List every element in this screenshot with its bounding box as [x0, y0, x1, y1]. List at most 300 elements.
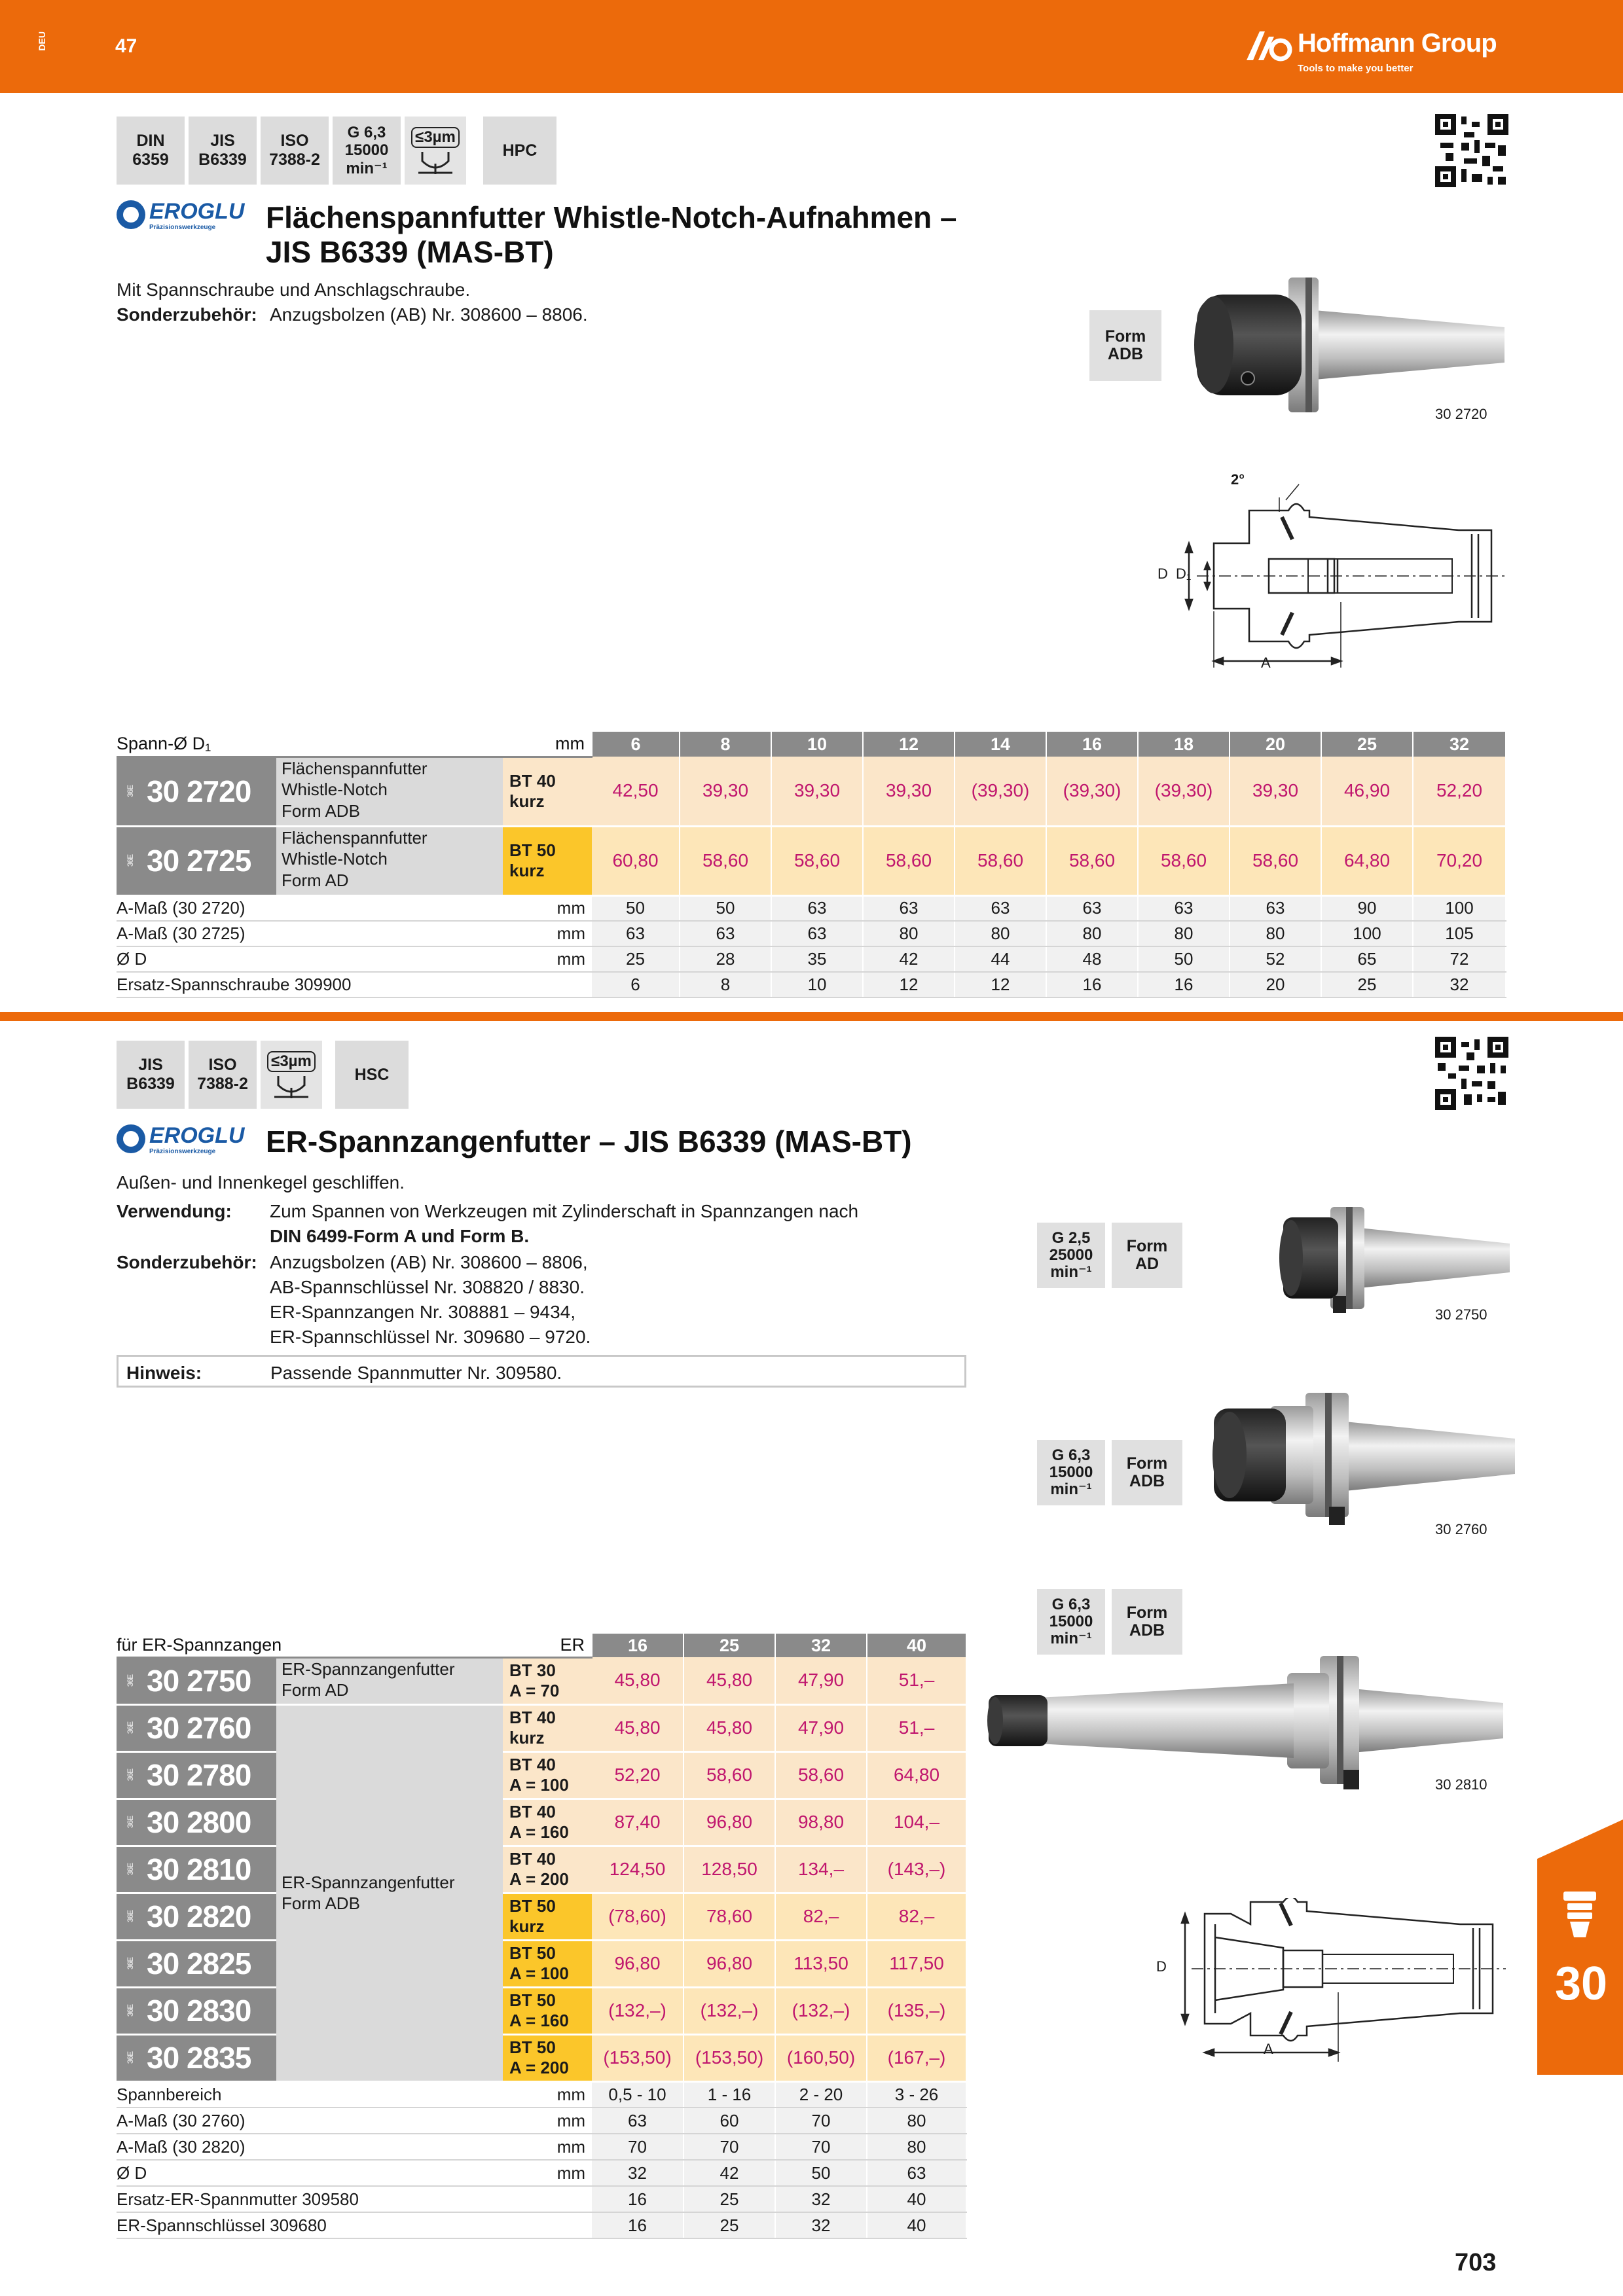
- drawing-label-angle: 2°: [1231, 471, 1245, 488]
- dim-value: 3 - 26: [867, 2081, 966, 2108]
- dim-value: 8: [680, 972, 771, 997]
- article-number[interactable]: [117, 1893, 276, 1940]
- dim-value: 70: [592, 2134, 684, 2160]
- accessory-label-1: Sonderzubehör:: [117, 304, 257, 325]
- bt-size: BT 40 kurz: [503, 757, 592, 826]
- runout-label: ≤3µm: [267, 1051, 316, 1072]
- dim-label: A-Maß (30 2725): [117, 921, 503, 946]
- eroglu-logo-icon: [117, 200, 145, 229]
- chapter-number: 30: [1554, 1958, 1608, 2010]
- dim-label: ER-Spannschlüssel 309680: [117, 2212, 503, 2238]
- brand-sub: Präzisionswerkzeuge: [149, 224, 216, 231]
- article-number-text: 30 2725: [147, 844, 251, 878]
- eroglu-logo-1: [117, 196, 254, 236]
- price-table-1: [117, 732, 1506, 998]
- dim-value: 70: [775, 2108, 867, 2134]
- dim-value: 2 - 20: [775, 2081, 867, 2108]
- product-photo-302720[interactable]: [1190, 264, 1511, 422]
- drawing-label-d1: D₁: [1176, 565, 1192, 582]
- hoffmann-logo[interactable]: [1245, 22, 1507, 81]
- row-description-text: ER-Spannzangenfutter Form ADB: [282, 1872, 455, 1913]
- dim-unit: mm: [503, 2160, 592, 2186]
- dim-value: 50: [592, 895, 680, 921]
- bt-size: BT 40 kurz: [503, 1704, 592, 1751]
- price-cell[interactable]: 42,50: [592, 757, 680, 826]
- dim-value: 16: [1046, 972, 1138, 997]
- photo-caption-302810: 30 2810: [1435, 1776, 1487, 1793]
- dim-value: 35: [771, 946, 863, 972]
- brand-name: EROGLU: [149, 199, 245, 224]
- dim-unit: mm: [503, 2081, 592, 2108]
- row-description: Flächenspannfutter Whistle-Notch Form AD: [276, 826, 503, 895]
- product-title-2: ER-Spannzangenfutter – JIS B6339 (MAS-BT): [266, 1124, 912, 1158]
- article-number[interactable]: [117, 1846, 276, 1893]
- dim-value: 42: [863, 946, 955, 972]
- article-tag: 36E: [126, 854, 136, 867]
- dim-value: 16: [592, 2186, 684, 2212]
- price-cell[interactable]: 87,40: [592, 1799, 684, 1846]
- form-adb-label: Form ADB: [1089, 310, 1161, 381]
- eroglu-logo-icon: [117, 1124, 145, 1153]
- article-number-text: 30 2810: [147, 1852, 251, 1886]
- price-cell[interactable]: 70,20: [1413, 826, 1506, 895]
- col-er40: 40: [867, 1634, 966, 1657]
- form-label-302750: Form AD: [1112, 1223, 1182, 1288]
- dim-value: 100: [1413, 895, 1506, 921]
- technical-drawing-1[interactable]: [1151, 471, 1518, 681]
- eroglu-logo-2: [117, 1121, 254, 1160]
- price-cell[interactable]: 113,50: [775, 1940, 867, 1987]
- row-description: ER-Spannzangenfutter Form AD: [276, 1657, 503, 1704]
- col-12: 12: [863, 732, 955, 757]
- price-cell[interactable]: 58,60: [1046, 826, 1138, 895]
- price-cell[interactable]: (39,30): [1138, 757, 1230, 826]
- dim-value: 65: [1321, 946, 1413, 972]
- note-box: [117, 1355, 966, 1388]
- article-tag: 36E: [126, 1863, 136, 1876]
- row-description: [276, 1704, 503, 2081]
- dim-label: A-Maß (30 2820): [117, 2134, 503, 2160]
- product-photo-302760[interactable]: [1207, 1380, 1522, 1528]
- price-cell[interactable]: 104,–: [867, 1799, 966, 1846]
- dim-value: 63: [771, 895, 863, 921]
- dim-value: 32: [1413, 972, 1506, 997]
- price-cell[interactable]: 52,20: [1413, 757, 1506, 826]
- price-cell[interactable]: 39,30: [863, 757, 955, 826]
- dim-value: 63: [1046, 895, 1138, 921]
- article-tag: 36E: [126, 785, 136, 798]
- article-number[interactable]: [117, 757, 276, 826]
- price-cell[interactable]: 134,–: [775, 1846, 867, 1893]
- table-row[interactable]: [117, 1987, 966, 2034]
- form-label-302810: Form ADB: [1112, 1589, 1182, 1655]
- hoffmann-logo-icon: [1245, 27, 1292, 63]
- price-cell[interactable]: (132,–): [592, 1987, 684, 2034]
- drawing-label-a: A: [1264, 2041, 1273, 2057]
- bt-size: BT 50 A = 160: [503, 1987, 592, 2034]
- price-cell[interactable]: 58,60: [771, 826, 863, 895]
- article-number-text: 30 2800: [147, 1805, 251, 1839]
- dim-value: 10: [771, 972, 863, 997]
- dim-row: [117, 972, 1506, 997]
- col-er16: 16: [592, 1634, 684, 1657]
- price-cell[interactable]: (39,30): [955, 757, 1046, 826]
- price-cell[interactable]: 60,80: [592, 826, 680, 895]
- runout-label: ≤3µm: [411, 127, 460, 148]
- bt-size: BT 50 kurz: [503, 1893, 592, 1940]
- price-cell[interactable]: 47,90: [775, 1657, 867, 1704]
- form-label-302760: Form ADB: [1112, 1440, 1182, 1505]
- dim-value: 70: [684, 2134, 775, 2160]
- bt-size: BT 50 kurz: [503, 826, 592, 895]
- table-row[interactable]: [117, 1751, 966, 1799]
- col-er25: 25: [684, 1634, 775, 1657]
- brand-sub: Präzisionswerkzeuge: [149, 1148, 216, 1155]
- price-cell[interactable]: 117,50: [867, 1940, 966, 1987]
- dim-value: 25: [1321, 972, 1413, 997]
- dim-value: 80: [1230, 921, 1321, 946]
- dim-value: 63: [1138, 895, 1230, 921]
- dim-value: 44: [955, 946, 1046, 972]
- dim-row: [117, 2134, 966, 2160]
- dim-row: [117, 895, 1506, 921]
- dim-value: 80: [1046, 921, 1138, 946]
- dim-value: 70: [775, 2134, 867, 2160]
- price-cell[interactable]: 45,80: [592, 1704, 684, 1751]
- dim-value: 80: [867, 2108, 966, 2134]
- price-cell[interactable]: 58,60: [775, 1751, 867, 1799]
- dim-value: 63: [680, 921, 771, 946]
- norm-badges-1: [117, 117, 478, 185]
- badge-hsc: HSC: [335, 1041, 409, 1109]
- page-number: 703: [1455, 2249, 1497, 2276]
- accessory-line-2: AB-Spannschlüssel Nr. 308820 / 8830.: [270, 1277, 585, 1297]
- dim-value: 28: [680, 946, 771, 972]
- col-6: 6: [592, 732, 680, 757]
- price-cell[interactable]: 39,30: [771, 757, 863, 826]
- price-cell[interactable]: (167,–): [867, 2034, 966, 2081]
- dim-value: 16: [1138, 972, 1230, 997]
- use-line-1: Zum Spannen von Werkzeugen mit Zylinderschaft in Spannzangen nach: [270, 1201, 859, 1221]
- dim-value: 12: [955, 972, 1046, 997]
- use-line-2: DIN 6499-Form A und Form B.: [270, 1226, 530, 1246]
- dim-value: 1 - 16: [684, 2081, 775, 2108]
- price-cell[interactable]: 52,20: [592, 1751, 684, 1799]
- col-20: 20: [1230, 732, 1321, 757]
- dim-value: 80: [955, 921, 1046, 946]
- row-description: Flächenspannfutter Whistle-Notch Form ADB: [276, 757, 503, 826]
- badge-hpc: HPC: [483, 117, 556, 185]
- title-line-2: JIS B6339 (MAS-BT): [266, 234, 554, 269]
- norm-badges-2: [117, 1041, 331, 1109]
- dim-unit: [503, 2212, 592, 2238]
- price-cell[interactable]: (153,50): [592, 2034, 684, 2081]
- drawing-label-d: D: [1156, 1958, 1167, 1975]
- table-row[interactable]: [117, 1799, 966, 1846]
- price-cell[interactable]: 58,60: [955, 826, 1046, 895]
- drawing-label-a: A: [1261, 655, 1271, 671]
- table-header: [117, 732, 1506, 757]
- logo-name: Hoffmann Group: [1298, 29, 1497, 58]
- header-unit: mm: [503, 732, 592, 757]
- drawing-label-d: D: [1158, 565, 1168, 582]
- price-cell[interactable]: 51,–: [867, 1657, 966, 1704]
- col-16: 16: [1046, 732, 1138, 757]
- price-cell[interactable]: 45,80: [592, 1657, 684, 1704]
- dim-value: 63: [592, 921, 680, 946]
- price-cell[interactable]: 46,90: [1321, 757, 1413, 826]
- dim-label: A-Maß (30 2760): [117, 2108, 503, 2134]
- balance-spec-302760: G 6,3 15000 min⁻¹: [1037, 1440, 1105, 1505]
- dim-value: 52: [1230, 946, 1321, 972]
- technical-drawing-2[interactable]: [1152, 1898, 1519, 2068]
- note-text: Passende Spannmutter Nr. 309580.: [270, 1363, 562, 1383]
- badge-runout: [261, 1041, 322, 1109]
- article-number[interactable]: [117, 1940, 276, 1987]
- dim-row: [117, 2186, 966, 2212]
- use-label: Verwendung:: [117, 1201, 232, 1221]
- dim-unit: mm: [503, 2108, 592, 2134]
- col-18: 18: [1138, 732, 1230, 757]
- dim-value: 105: [1413, 921, 1506, 946]
- bt-size: BT 50 A = 100: [503, 1940, 592, 1987]
- dim-value: 25: [592, 946, 680, 972]
- article-tag: 36E: [126, 1910, 136, 1923]
- badge-runout: [405, 117, 466, 185]
- header-label: Spann-Ø D₁: [117, 732, 503, 757]
- dim-value: 48: [1046, 946, 1138, 972]
- accessory-label-2: Sonderzubehör:: [117, 1252, 257, 1272]
- dim-label: Ø D: [117, 2160, 503, 2186]
- price-cell[interactable]: 45,80: [684, 1704, 775, 1751]
- price-cell[interactable]: 58,60: [684, 1751, 775, 1799]
- dim-value: 50: [1138, 946, 1230, 972]
- dim-unit: [503, 2186, 592, 2212]
- dim-value: 42: [684, 2160, 775, 2186]
- dim-value: 50: [775, 2160, 867, 2186]
- dim-label: Ø D: [117, 946, 503, 972]
- col-10: 10: [771, 732, 863, 757]
- article-number[interactable]: [117, 1751, 276, 1799]
- bt-size: BT 50 A = 200: [503, 2034, 592, 2081]
- col-25: 25: [1321, 732, 1413, 757]
- language-code: DEU: [37, 31, 47, 51]
- dim-value: 72: [1413, 946, 1506, 972]
- price-cell[interactable]: 39,30: [680, 757, 771, 826]
- article-number[interactable]: [117, 1657, 276, 1704]
- photo-caption-302750: 30 2750: [1435, 1306, 1487, 1323]
- price-cell[interactable]: 39,30: [1230, 757, 1321, 826]
- price-cell[interactable]: 64,80: [1321, 826, 1413, 895]
- table-row[interactable]: [117, 826, 1506, 895]
- price-cell[interactable]: 98,80: [775, 1799, 867, 1846]
- dim-row: [117, 2160, 966, 2186]
- price-table-2: [117, 1634, 967, 2239]
- dim-label: A-Maß (30 2720): [117, 895, 503, 921]
- price-cell[interactable]: 96,80: [684, 1799, 775, 1846]
- dim-value: 25: [684, 2186, 775, 2212]
- badge-balance: G 6,3 15000 min⁻¹: [333, 117, 401, 185]
- price-cell[interactable]: (143,–): [867, 1846, 966, 1893]
- price-cell[interactable]: 51,–: [867, 1704, 966, 1751]
- dim-value: 25: [684, 2212, 775, 2238]
- table-header: [117, 1634, 966, 1657]
- article-number[interactable]: [117, 1987, 276, 2034]
- dim-label: Ersatz-ER-Spannmutter 309580: [117, 2186, 503, 2212]
- price-cell[interactable]: (160,50): [775, 2034, 867, 2081]
- col-er32: 32: [775, 1634, 867, 1657]
- table-row[interactable]: [117, 1657, 966, 1704]
- table-row[interactable]: [117, 2034, 966, 2081]
- dim-value: 12: [863, 972, 955, 997]
- price-cell[interactable]: 58,60: [863, 826, 955, 895]
- table-row[interactable]: [117, 1704, 966, 1751]
- runout-icon: [272, 1072, 311, 1098]
- dim-row: [117, 2108, 966, 2134]
- badge-jis: JIS B6339: [189, 117, 257, 185]
- dim-label: Spannbereich: [117, 2081, 503, 2108]
- article-number[interactable]: [117, 2034, 276, 2081]
- qr-code-icon[interactable]: [1435, 114, 1508, 187]
- product-photo-302810[interactable]: [979, 1649, 1510, 1793]
- accessory-text-1: Anzugsbolzen (AB) Nr. 308600 – 8806.: [270, 304, 588, 325]
- dim-value: 6: [592, 972, 680, 997]
- qr-code-icon[interactable]: [1435, 1037, 1508, 1110]
- table-row[interactable]: [117, 1893, 966, 1940]
- col-32: 32: [1413, 732, 1506, 757]
- price-cell[interactable]: 47,90: [775, 1704, 867, 1751]
- dim-row: [117, 946, 1506, 972]
- badge-iso: ISO 7388-2: [261, 117, 329, 185]
- price-cell[interactable]: 124,50: [592, 1846, 684, 1893]
- price-cell[interactable]: 82,–: [867, 1893, 966, 1940]
- dim-unit: mm: [503, 921, 592, 946]
- dim-value: 63: [867, 2160, 966, 2186]
- price-cell[interactable]: 82,–: [775, 1893, 867, 1940]
- price-cell[interactable]: 58,60: [680, 826, 771, 895]
- dim-value: 80: [863, 921, 955, 946]
- dim-value: 80: [1138, 921, 1230, 946]
- dim-value: 63: [771, 921, 863, 946]
- photo-caption-302760: 30 2760: [1435, 1521, 1487, 1537]
- dim-value: 40: [867, 2186, 966, 2212]
- dim-value: 100: [1321, 921, 1413, 946]
- dim-value: 50: [680, 895, 771, 921]
- article-number-text: 30 2720: [147, 774, 251, 808]
- col-14: 14: [955, 732, 1046, 757]
- dim-value: 32: [592, 2160, 684, 2186]
- price-cell[interactable]: 45,80: [684, 1657, 775, 1704]
- chapter-tab[interactable]: [1537, 1820, 1623, 2075]
- header-label: für ER-Spannzangen: [117, 1634, 503, 1657]
- balance-spec-302810: G 6,3 15000 min⁻¹: [1037, 1589, 1105, 1655]
- article-tag: 36E: [126, 2004, 136, 2017]
- dim-value: 63: [592, 2108, 684, 2134]
- article-tag: 36E: [126, 1674, 136, 1687]
- dim-row: [117, 2212, 966, 2238]
- dim-unit: mm: [503, 895, 592, 921]
- col-8: 8: [680, 732, 771, 757]
- dim-value: 32: [775, 2212, 867, 2238]
- badge-jis: JIS B6339: [117, 1041, 185, 1109]
- accessory-line-1: Anzugsbolzen (AB) Nr. 308600 – 8806,: [270, 1252, 588, 1272]
- price-cell[interactable]: (39,30): [1046, 757, 1138, 826]
- table-row[interactable]: [117, 1846, 966, 1893]
- price-cell[interactable]: 128,50: [684, 1846, 775, 1893]
- article-number-text: 30 2835: [147, 2041, 251, 2075]
- dim-value: 60: [684, 2108, 775, 2134]
- price-cell[interactable]: 58,60: [1230, 826, 1321, 895]
- dim-unit: mm: [503, 946, 592, 972]
- description-1: Mit Spannschraube und Anschlagschraube.: [117, 279, 471, 300]
- header-unit: ER: [503, 1634, 592, 1657]
- price-cell[interactable]: 96,80: [592, 1940, 684, 1987]
- balance-spec-302750: G 2,5 25000 min⁻¹: [1037, 1223, 1105, 1288]
- article-number-text: 30 2825: [147, 1946, 251, 1981]
- dim-value: 16: [592, 2212, 684, 2238]
- runout-icon: [416, 148, 455, 174]
- dim-row: [117, 2081, 966, 2108]
- article-tag: 36E: [126, 1816, 136, 1829]
- title-line-1: Flächenspannfutter Whistle-Notch-Aufnahmen –: [266, 200, 957, 234]
- dim-unit: [503, 972, 592, 997]
- price-cell[interactable]: 58,60: [1138, 826, 1230, 895]
- price-cell[interactable]: (78,60): [592, 1893, 684, 1940]
- article-tag: 36E: [126, 1721, 136, 1734]
- article-number-text: 30 2760: [147, 1711, 251, 1745]
- bt-size: BT 40 A = 100: [503, 1751, 592, 1799]
- article-number-text: 30 2780: [147, 1758, 251, 1792]
- price-cell[interactable]: (132,–): [684, 1987, 775, 2034]
- dim-value: 63: [863, 895, 955, 921]
- dim-row: [117, 921, 1506, 946]
- price-cell[interactable]: 78,60: [684, 1893, 775, 1940]
- chapter-page-number: 47: [115, 35, 137, 57]
- table-row[interactable]: [117, 1940, 966, 1987]
- photo-caption-302720: 30 2720: [1435, 406, 1487, 422]
- dim-value: 20: [1230, 972, 1321, 997]
- price-cell[interactable]: 64,80: [867, 1751, 966, 1799]
- article-tag: 36E: [126, 1957, 136, 1970]
- table-row[interactable]: [117, 757, 1506, 826]
- brand-name: EROGLU: [149, 1123, 245, 1148]
- product-photo-302750[interactable]: [1274, 1198, 1516, 1316]
- price-cell[interactable]: 96,80: [684, 1940, 775, 1987]
- article-number[interactable]: [117, 826, 276, 895]
- article-tag: 36E: [126, 2051, 136, 2064]
- article-tag: 36E: [126, 1768, 136, 1782]
- dim-value: 63: [955, 895, 1046, 921]
- article-number-text: 30 2820: [147, 1899, 251, 1933]
- dim-label: Ersatz-Spannschraube 309900: [117, 972, 503, 997]
- accessory-line-4: ER-Spannschlüssel Nr. 309680 – 9720.: [270, 1327, 591, 1347]
- article-number[interactable]: [117, 1704, 276, 1751]
- price-cell[interactable]: (135,–): [867, 1987, 966, 2034]
- badge-iso: ISO 7388-2: [189, 1041, 257, 1109]
- dim-value: 40: [867, 2212, 966, 2238]
- description-2: Außen- und Innenkegel geschliffen.: [117, 1172, 405, 1193]
- bt-size: BT 30 A = 70: [503, 1657, 592, 1704]
- logo-tagline: Tools to make you better: [1298, 63, 1413, 74]
- note-label: Hinweis:: [126, 1363, 202, 1383]
- article-number-text: 30 2750: [147, 1664, 251, 1698]
- price-cell[interactable]: (153,50): [684, 2034, 775, 2081]
- article-number[interactable]: [117, 1799, 276, 1846]
- price-cell[interactable]: (132,–): [775, 1987, 867, 2034]
- dim-value: 63: [1230, 895, 1321, 921]
- bt-size: BT 40 A = 200: [503, 1846, 592, 1893]
- product-title-1: [266, 200, 957, 270]
